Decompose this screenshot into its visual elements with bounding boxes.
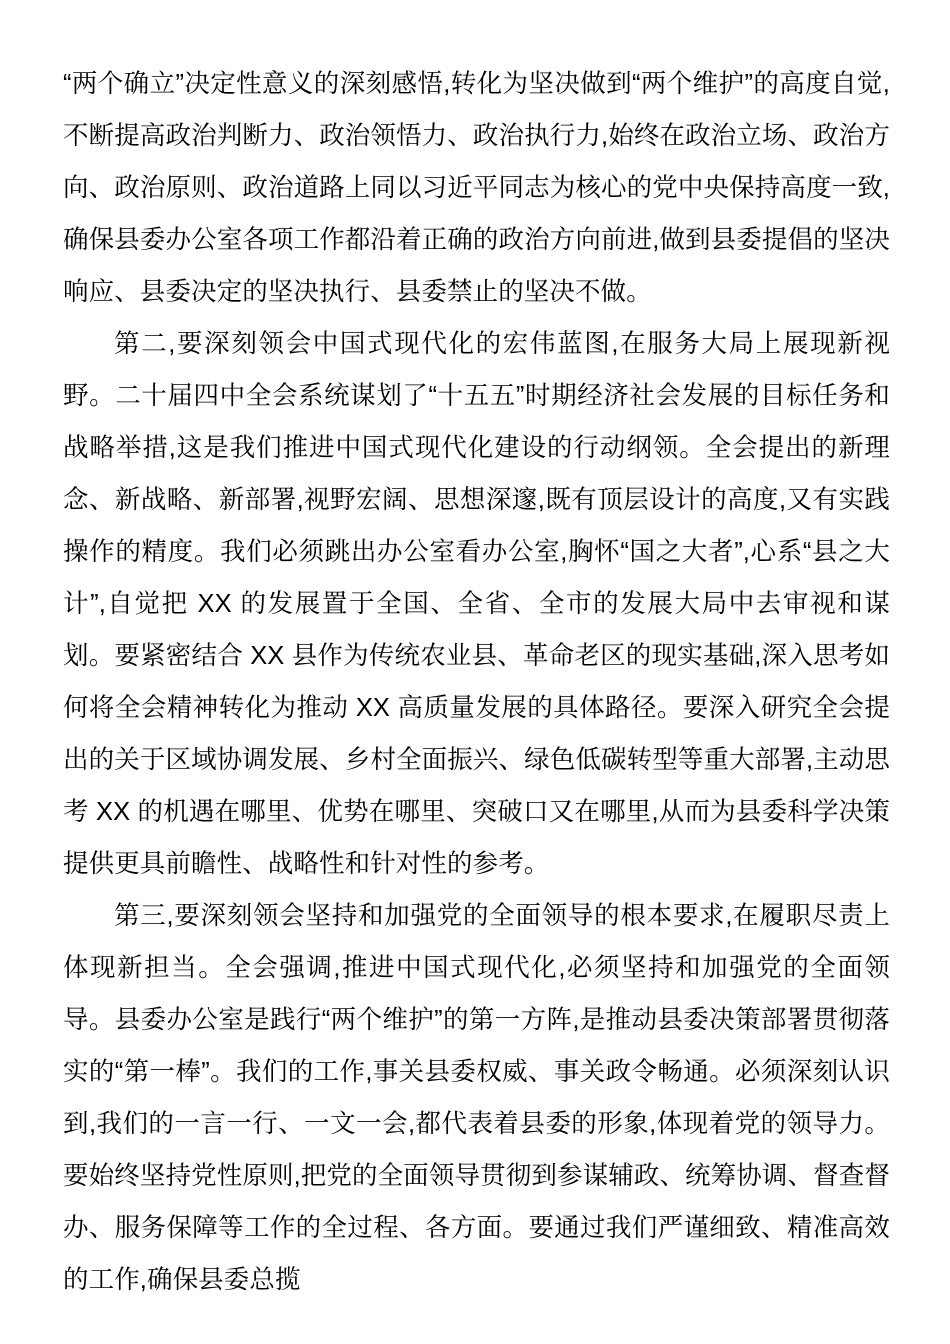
document-body	[63, 58, 890, 1306]
paragraph-second-point: 第二,要深刻领会中国式现代化的宏伟蓝图,在服务大局上展现新视野。二十届四中全会系统谋划了“十五五”时期经济社会发展的目标任务和战略举措,这是我们推进中国式现代化建设的行动纲领。全会提出的新理念、新战略、新部署,视野宏阔、思想深邃,既有顶层设计的高度,又有实践操作的精度。我们必须跳出办公室看办公室,胸怀“国之大者”,心系“县之大计”,自觉把 XX 的发展置于全国、全省、全市的发展大局中去审视和谋划。要紧密结合 XX 县作为传统农业县、革命老区的现实基础,深入思考如何将全会精神转化为推动 XX 高质量发展的具体路径。要深入研究全会提出的关于区域协调发展、乡村全面振兴、绿色低碳转型等重大部署,主动思考 XX 的机遇在哪里、优势在哪里、突破口又在哪里,从而为县委科学决策提供更具前瞻性、战略性和针对性的参考。	[63, 330, 890, 878]
paragraph-third-point: 第三,要深刻领会坚持和加强党的全面领导的根本要求,在履职尽责上体现新担当。全会强调,推进中国式现代化,必须坚持和加强党的全面领导。县委办公室是践行“两个维护”的第一方阵,是推动县委决策部署贯彻落实的“第一棒”。我们的工作,事关县委权威、事关政令畅通。必须深刻认识到,我们的一言一行、一文一会,都代表着县委的形象,体现着党的领导力。要始终坚持党性原则,把党的全面领导贯彻到参谋辅政、统筹协调、督查督办、服务保障等工作的全过程、各方面。要通过我们严谨细致、精准高效的工作,确保县委总揽	[63, 902, 890, 1294]
paragraph-continued: “两个确立”决定性意义的深刻感悟,转化为坚决做到“两个维护”的高度自觉,不断提高政治判断力、政治领悟力、政治执行力,始终在政治立场、政治方向、政治原则、政治道路上同以习近平同志为核心的党中央保持高度一致,确保县委办公室各项工作都沿着正确的政治方向前进,做到县委提倡的坚决响应、县委决定的坚决执行、县委禁止的坚决不做。	[63, 70, 890, 306]
